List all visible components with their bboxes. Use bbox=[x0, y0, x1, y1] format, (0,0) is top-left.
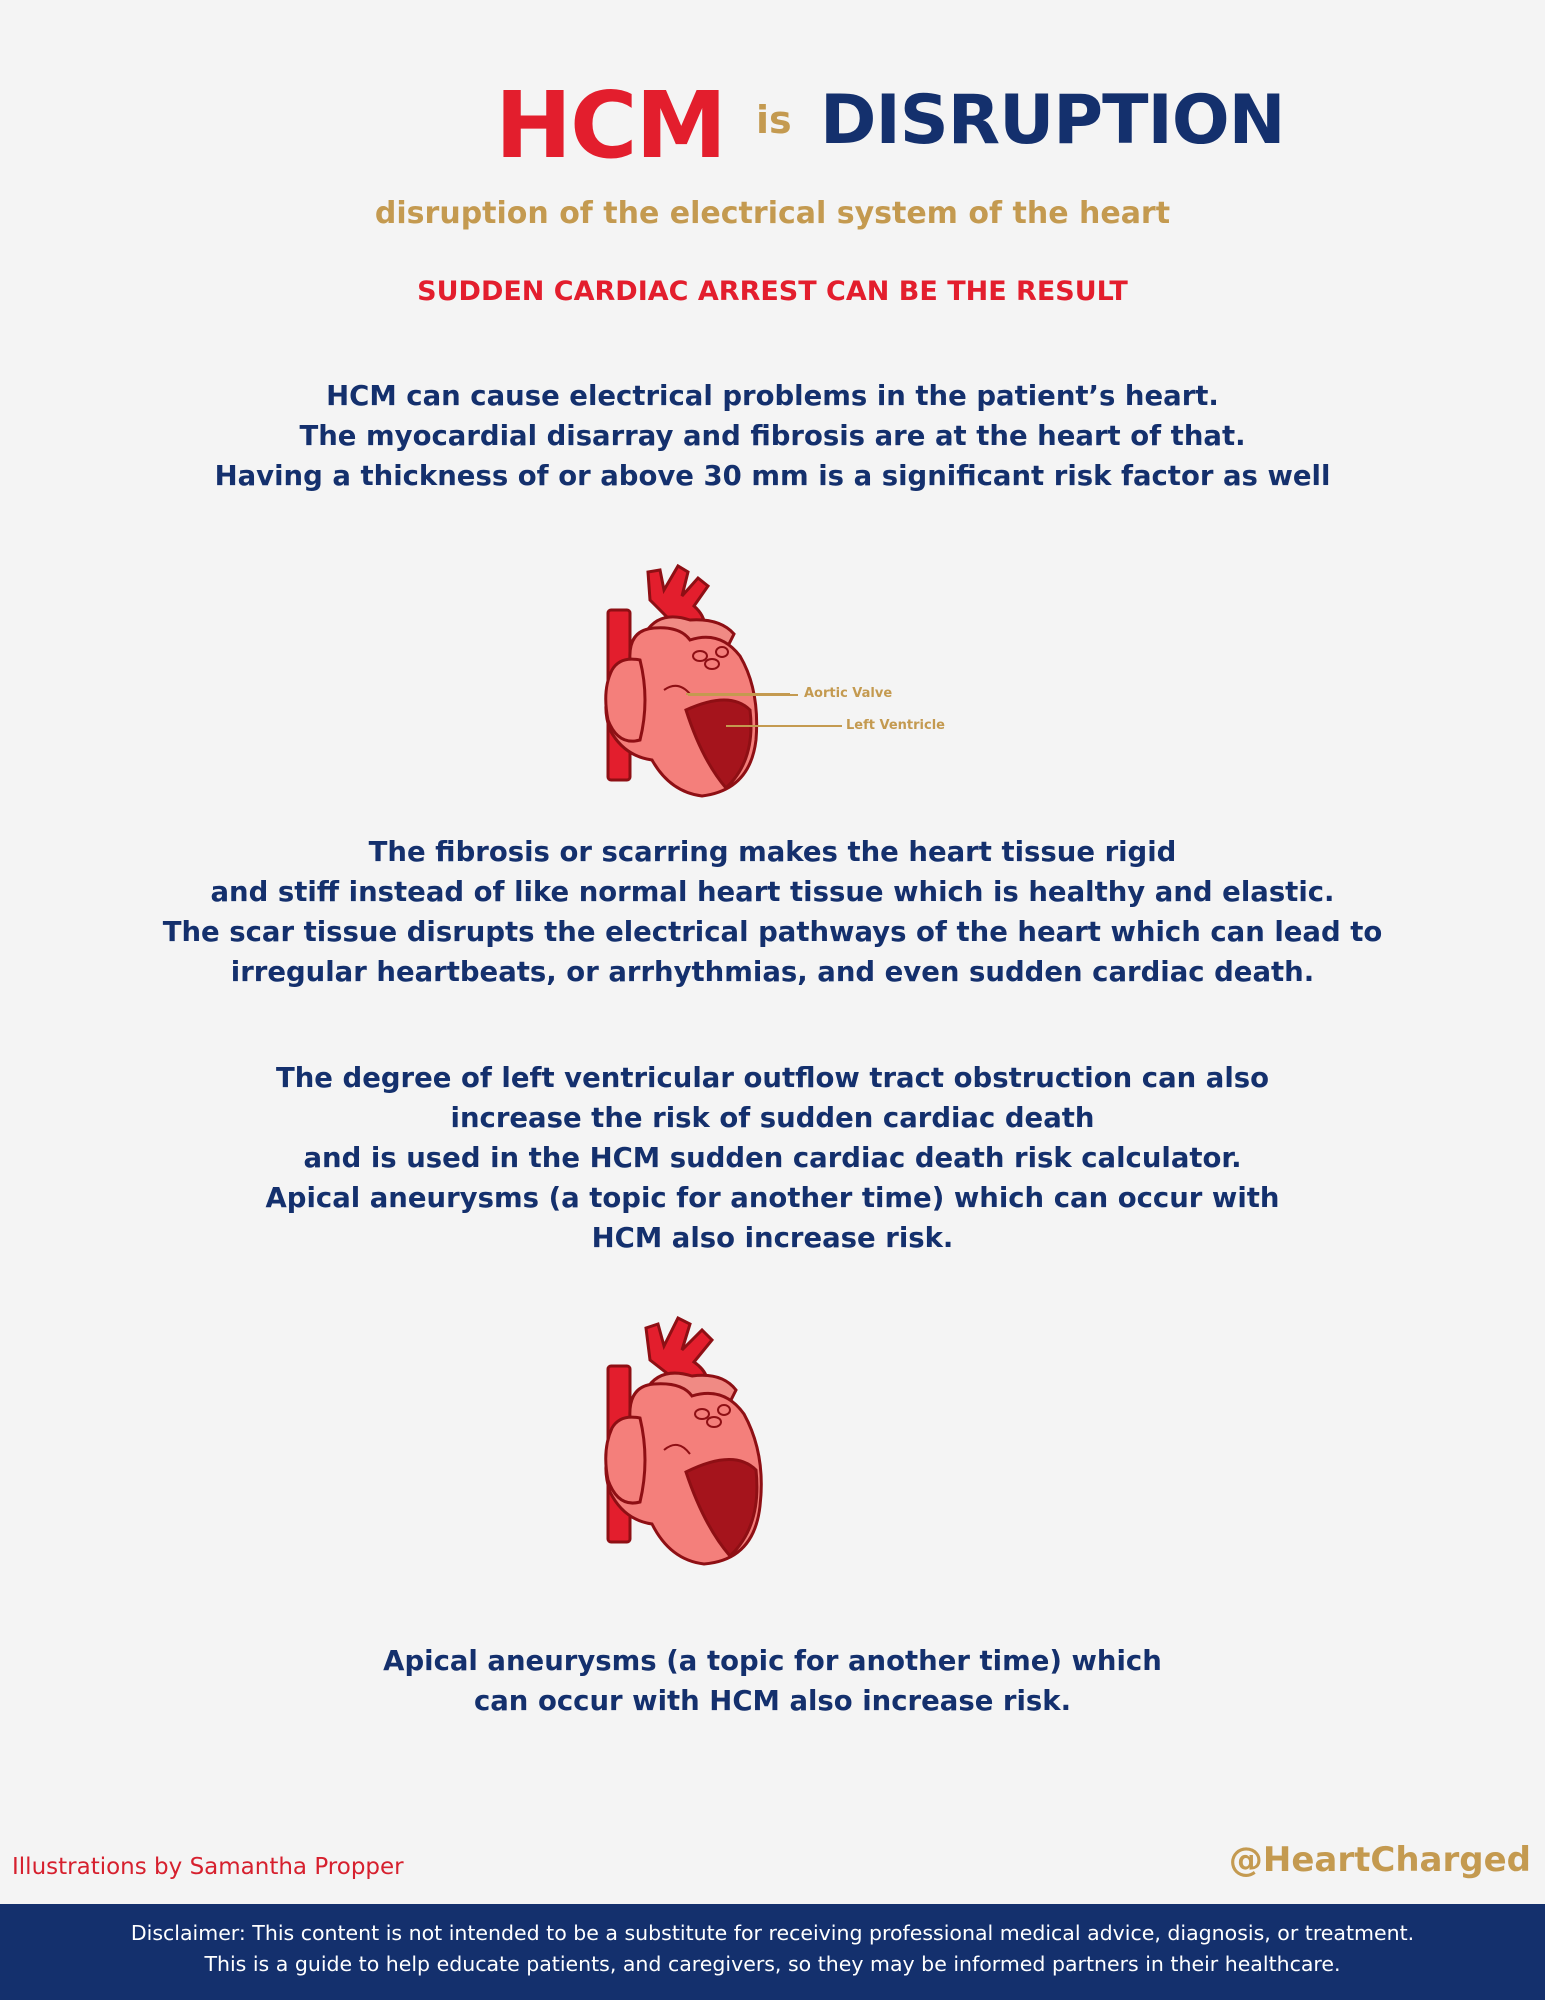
disclaimer-banner bbox=[0, 1904, 1545, 2000]
text-line: increase the risk of sudden cardiac death bbox=[450, 1102, 1095, 1134]
text-line: The degree of left ventricular outflow tract obstruction can also bbox=[275, 1062, 1270, 1094]
paragraph-apical-aneurysms bbox=[0, 1641, 1545, 1721]
disclaimer-line: This is a guide to help educate patients, and caregivers, so they may be informed partners in their healthcare. bbox=[204, 1952, 1341, 1976]
text-line: Having a thickness of or above 30 mm is a significant risk factor as well bbox=[214, 460, 1331, 492]
text-line: The fibrosis or scarring makes the heart tissue rigid bbox=[368, 836, 1177, 868]
illustration-credit: Illustrations by Samantha Propper bbox=[12, 1854, 404, 1880]
warning-text: SUDDEN CARDIAC ARREST CAN BE THE RESULT bbox=[417, 276, 1128, 307]
aortic-valve-leader bbox=[688, 694, 798, 696]
text-line: and stiff instead of like normal heart tissue which is healthy and elastic. bbox=[210, 876, 1335, 908]
text-line: can occur with HCM also increase risk. bbox=[473, 1685, 1072, 1717]
paragraph-fibrosis bbox=[0, 832, 1545, 992]
subtitle: disruption of the electrical system of the heart bbox=[374, 196, 1171, 231]
text-line: and is used in the HCM sudden cardiac death risk calculator. bbox=[303, 1142, 1242, 1174]
heart-illustration-icon bbox=[590, 560, 790, 800]
text-line: irregular heartbeats, or arrhythmias, and even sudden cardiac death. bbox=[230, 956, 1315, 988]
text-line: The scar tissue disrupts the electrical pathways of the heart which can lead to bbox=[162, 916, 1383, 948]
left-ventricle-leader bbox=[726, 725, 842, 727]
text-line: Apical aneurysms (a topic for another time) which bbox=[383, 1645, 1162, 1677]
text-line: Apical aneurysms (a topic for another time) which can occur with bbox=[265, 1182, 1280, 1214]
title-hcm: HCM bbox=[495, 72, 726, 179]
text-line: The myocardial disarray and fibrosis are at the heart of that. bbox=[299, 420, 1246, 452]
text-line: HCM can cause electrical problems in the patient’s heart. bbox=[326, 380, 1219, 412]
disclaimer-line: Disclaimer: This content is not intended to be a substitute for receiving professional medical advice, diagnosis, or treatment. bbox=[130, 1921, 1415, 1945]
page-title bbox=[0, 72, 1545, 179]
label-left-ventricle: Left Ventricle bbox=[846, 718, 945, 733]
social-handle: @HeartCharged bbox=[1228, 1840, 1531, 1880]
label-aortic-valve: Aortic Valve bbox=[804, 686, 893, 701]
paragraph-electrical-problems bbox=[0, 376, 1545, 496]
title-disruption: DISRUPTION bbox=[820, 81, 1285, 160]
text-line: HCM also increase risk. bbox=[591, 1222, 954, 1254]
title-is: is bbox=[756, 98, 792, 142]
heart-illustration-icon bbox=[590, 1310, 790, 1570]
paragraph-outflow-obstruction bbox=[0, 1058, 1545, 1258]
